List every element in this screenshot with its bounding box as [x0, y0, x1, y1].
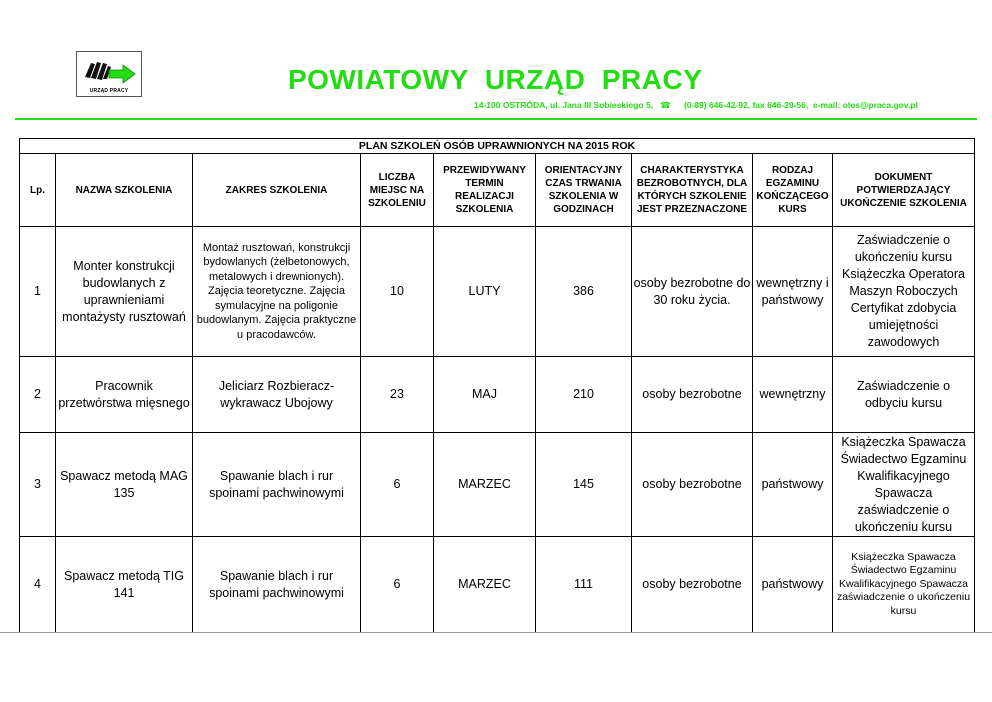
contact-address — [474, 100, 918, 111]
cell-target: osoby bezrobotne — [632, 357, 753, 433]
cell-places: 10 — [361, 227, 434, 357]
cell-target: osoby bezrobotne — [632, 537, 753, 633]
cell-places: 6 — [361, 433, 434, 537]
cell-hours: 111 — [536, 537, 632, 633]
table-row — [20, 357, 975, 433]
cell-hours: 386 — [536, 227, 632, 357]
training-plan-table — [19, 138, 975, 633]
cell-target: osoby bezrobotne — [632, 433, 753, 537]
column-header-term: PRZEWIDYWANY TERMIN REALIZACJI SZKOLENIA — [434, 154, 536, 227]
phone-icon: ☎ — [660, 100, 671, 110]
cell-target: osoby bezrobotne do 30 roku życia. — [632, 227, 753, 357]
column-header-scope: ZAKRES SZKOLENIA — [193, 154, 361, 227]
cell-exam: państwowy — [753, 433, 833, 537]
cell-scope: Spawanie blach i rur spoinami pachwinowymi — [193, 433, 361, 537]
column-header-lp: Lp. — [20, 154, 56, 227]
column-header-name: NAZWA SZKOLENIA — [56, 154, 193, 227]
contact-numbers-email: (0-89) 646-42-92, fax 646-29-56, e-mail: olos@praca.gov.pl — [683, 100, 918, 110]
column-header-target: CHARAKTERYSTYKA BEZROBOTNYCH, DLA KTÓRYCH SZKOLENIE JEST PRZEZNACZONE — [632, 154, 753, 227]
cell-lp: 4 — [20, 537, 56, 633]
cell-lp: 3 — [20, 433, 56, 537]
header-divider — [15, 118, 977, 120]
cell-document: Zaświadczenie o ukończeniu kursu Książeczka Operatora Maszyn Roboczych Certyfikat zdobycia umiejętności zawodowych — [833, 227, 975, 357]
cell-scope: Montaż rusztowań, konstrukcji bydowlanych (żelbetonowych, metalowych i drewnionych). Zajęcia teoretyczne. Zajęcia symulacyjne na poligonie budowlanym. Zajęcia praktyczne u pracodawców. — [193, 227, 361, 357]
address-street: 14-100 OSTRÓDA, ul. Jana III Sobieskiego 5, — [474, 100, 654, 110]
cell-name: Spawacz metodą TIG 141 — [56, 537, 193, 633]
cell-scope: Jeliciarz Rozbieracz-wykrawacz Ubojowy — [193, 357, 361, 433]
logo-text: URZĄD PRACY — [89, 88, 129, 94]
table-header-row — [20, 154, 975, 227]
column-header-exam: RODZAJ EGZAMINU KOŃCZĄCEGO KURS — [753, 154, 833, 227]
cell-term: MARZEC — [434, 537, 536, 633]
page-bottom-rule — [0, 632, 992, 633]
cell-scope: Spawanie blach i rur spoinami pachwinowymi — [193, 537, 361, 633]
logo — [76, 51, 142, 97]
page-title: POWIATOWY URZĄD PRACY — [288, 64, 703, 95]
cell-term: MAJ — [434, 357, 536, 433]
table-row — [20, 227, 975, 357]
table-caption: PLAN SZKOLEŃ OSÓB UPRAWNIONYCH NA 2015 ROK — [20, 139, 975, 154]
cell-lp: 2 — [20, 357, 56, 433]
cell-exam: państwowy — [753, 537, 833, 633]
table-row — [20, 537, 975, 633]
cell-name: Monter konstrukcji budowlanych z uprawnieniami montażysty rusztowań — [56, 227, 193, 357]
cell-lp: 1 — [20, 227, 56, 357]
logo-hands-arrow-icon — [81, 57, 137, 87]
cell-document: Zaświadczenie o odbyciu kursu — [833, 357, 975, 433]
cell-document: Książeczka Spawacza Świadectwo Egzaminu Kwalifikacyjnego Spawacza zaświadczenie o ukończeniu kursu — [833, 537, 975, 633]
column-header-hours: ORIENTACYJNY CZAS TRWANIA SZKOLENIA W GODZINACH — [536, 154, 632, 227]
cell-places: 23 — [361, 357, 434, 433]
cell-hours: 210 — [536, 357, 632, 433]
cell-places: 6 — [361, 537, 434, 633]
cell-exam: wewnętrzny — [753, 357, 833, 433]
cell-term: MARZEC — [434, 433, 536, 537]
cell-term: LUTY — [434, 227, 536, 357]
cell-hours: 145 — [536, 433, 632, 537]
cell-name: Pracownik przetwórstwa mięsnego — [56, 357, 193, 433]
table-row — [20, 433, 975, 537]
column-header-places: LICZBA MIEJSC NA SZKOLENIU — [361, 154, 434, 227]
cell-name: Spawacz metodą MAG 135 — [56, 433, 193, 537]
cell-exam: wewnętrzny i państwowy — [753, 227, 833, 357]
column-header-document: DOKUMENT POTWIERDZAJĄCY UKOŃCZENIE SZKOLENIA — [833, 154, 975, 227]
cell-document: Książeczka Spawacza Świadectwo Egzaminu Kwalifikacyjnego Spawacza zaświadczenie o ukończeniu kursu — [833, 433, 975, 537]
